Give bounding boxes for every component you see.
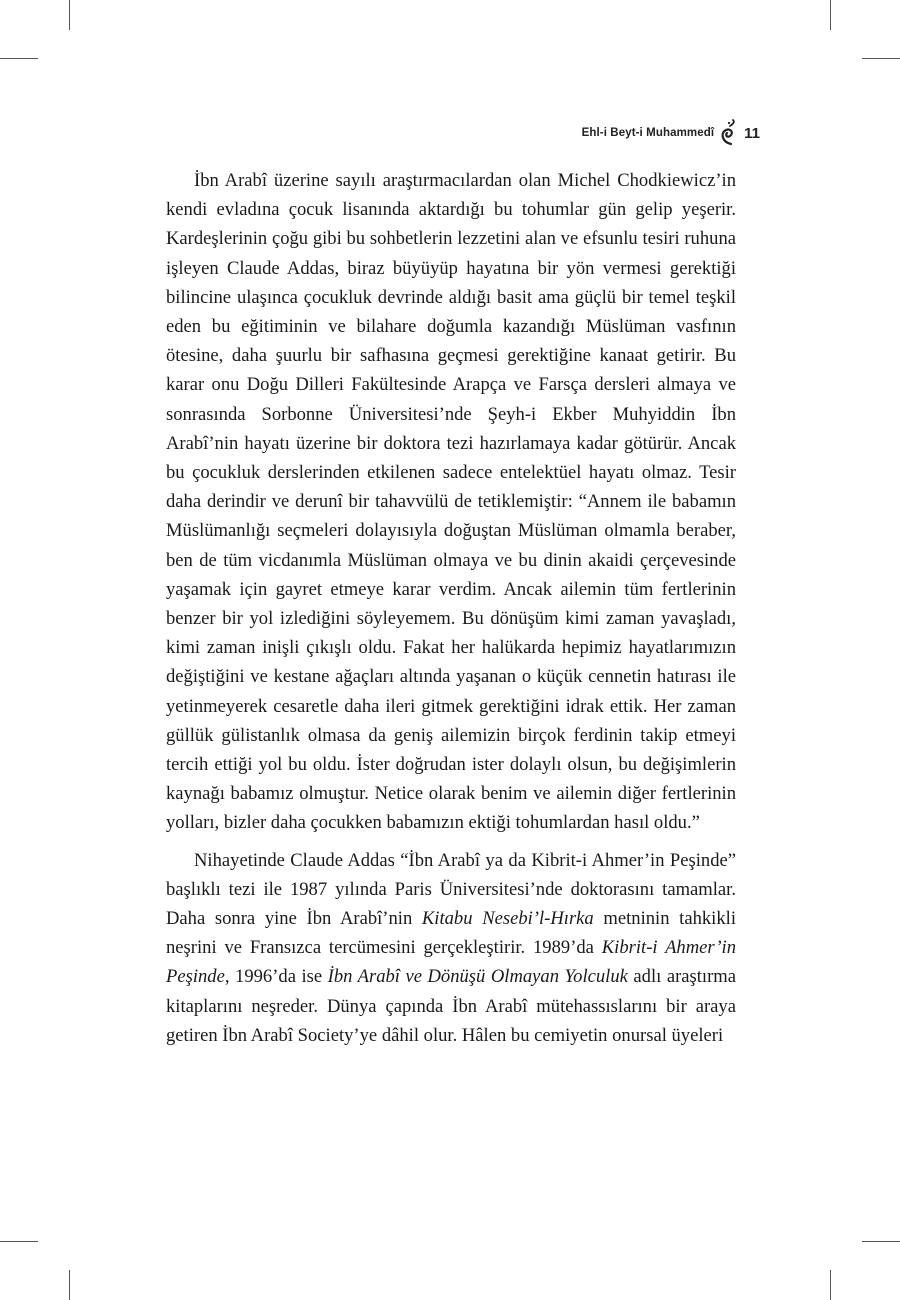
- crop-mark-bottom-right: [830, 1270, 831, 1300]
- crop-mark-right-bottom: [862, 1241, 900, 1242]
- paragraph-2-part-1: Nihayetinde Claude Addas “İbn Arabî ya da Kibrit-i Ahmer’in Peşinde” başlıklı tezi ile 1987 yılında Paris Üniversitesi’nde doktorasını tamamlar. Daha sonra yine İbn Arabî’nin: [166, 849, 736, 930]
- book-title-donusu-olmayan-yolculuk: İbn Arabî ve Dönüşü Olmayan Yolculuk: [327, 966, 628, 988]
- crop-mark-left-bottom: [0, 1241, 38, 1242]
- crop-mark-top-right: [830, 0, 831, 30]
- paragraph-2-part-2: metninin tahkikli neşrini ve Fransızca tercümesini gerçekleştirir. 1989’da: [166, 908, 736, 959]
- crop-mark-top-left: [69, 0, 70, 30]
- book-title-kitabu-nesebil-hirka: Kitabu Nesebi’l-Hırka: [421, 908, 594, 930]
- crop-mark-right-top: [862, 58, 900, 59]
- crop-mark-bottom-left: [69, 1270, 70, 1300]
- calligraphy-ornament-icon: [718, 118, 740, 148]
- book-title-kibrit-i-ahmer: Kibrit-i Ahmer’in Peşinde: [166, 937, 736, 988]
- crop-mark-left-top: [0, 58, 38, 59]
- paragraph-2-part-4: adlı araştırma kitaplarını neşreder. Dünya çapında İbn Arabî mütehassıslarını bir araya getiren İbn Arabî Society’ye dâhil olur. Hâlen bu cemiyetin onursal üyeleri: [166, 966, 736, 1046]
- running-title: Ehl-i Beyt-i Muhammedî: [581, 127, 715, 139]
- page-number: 11: [744, 124, 760, 142]
- paragraph-1: İbn Arabî üzerine sayılı araştırmacılardan olan Michel Chodkiewicz’in kendi evladına çocuk lisanında aktardığı bu tohumlar gün gelip yeşerir. Kardeşlerinin çoğu gibi bu sohbetlerin lezzetini alan ve efsunlu tesiri ruhuna işleyen Claude Addas, biraz büyüyüp hayatına bir yön vermesi gerektiği bilincine ulaşınca çocukluk devrinde aldığı basit ama güçlü bir temel teşkil eden bu eğitiminin ve bilahare doğumla kazandığı Müslüman vasfının ötesine, daha şuurlu bir safhasına geçmesi gerektiğine kanaat getirir. Bu karar onu Doğu Dilleri Fakültesinde Arapça ve Farsça dersleri almaya ve sonrasında Sorbonne Üniversitesi’nde Şeyh-i Ekber Muhyiddin İbn Arabî’nin hayatı üzerine bir doktora tezi hazırlamaya kadar götürür. Ancak bu çocukluk derslerinden etkilenen sadece entelektüel hayatı olmaz. Tesir daha derindir ve derunî bir tahavvülü de tetiklemiştir: “Annem ile babamın Müslümanlığı seçmeleri dolayısıyla doğuştan Müslüman olmamla beraber, ben de tüm vicdanımla Müslüman olmaya ve bu dinin akaidi çerçevesinde yaşamak için gayret etmeye karar verdim. Ancak ailemin tüm fertlerinin benzer bir yol izlediğini söyleyemem. Bu dönüşüm kimi zaman yavaşladı, kimi zaman inişli çıkışlı oldu. Fakat her halükarda hepimiz hayatlarımızın değiştiğini ve kestane ağaçları altında yaşanan o küçük cennetin hatırası ile yetinmeyerek cesaretle daha ileri gitmek gerektiğini idrak ettik. Her zaman güllük gülistanlık olmasa da geniş ailemizin birçok ferdinin takip etmeyi tercih ettiği yol bu oldu. İster doğrudan ister dolaylı olsun, bu değişimlerin kaynağı babamız olmuştur. Netice olarak benim ve ailemin diğer fertlerinin yolları, bizler daha çocukken babamızın ektiği tohumlardan hasıl oldu.”: [166, 170, 736, 834]
- paragraph-2: [166, 846, 736, 1050]
- paragraph-2-part-3: , 1996’da ise: [224, 966, 328, 988]
- running-header: [560, 118, 760, 148]
- body-text: [166, 166, 736, 1050]
